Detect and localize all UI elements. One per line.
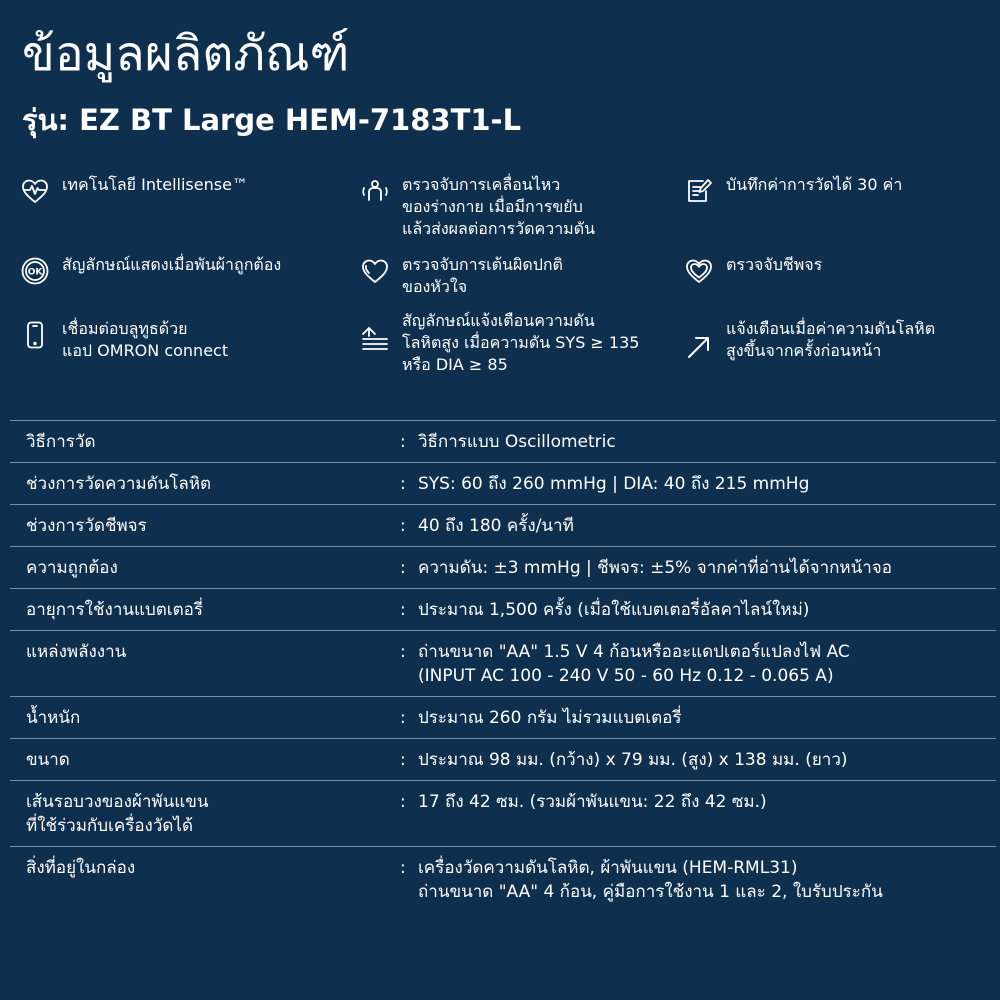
spec-row-cuff-size — [10, 780, 996, 846]
spec-row-box-contents — [10, 846, 996, 912]
page-title: ข้อมูลผลิตภัณฑ์ — [22, 26, 350, 82]
model-subtitle: รุ่น: EZ BT Large HEM-7183T1-L — [22, 103, 522, 137]
irregular-heartbeat-icon — [358, 254, 392, 288]
spec-colon: : — [400, 708, 406, 728]
spec-label: เส้นรอบวงของผ้าพันแขน ที่ใช้ร่วมกับเครื่องวัดได้ — [26, 792, 209, 836]
spec-value: SYS: 60 ถึง 260 mmHg | DIA: 40 ถึง 215 mmHg — [418, 474, 810, 494]
spec-value: เครื่องวัดความดันโลหิต, ผ้าพันแขน (HEM-RML31) ถ่านขนาด "AA" 4 ก้อน, คู่มือการใช้งาน 1 และ 2, ใบรับประกัน — [418, 858, 883, 902]
feature-text: สัญลักษณ์แสดงเมื่อพันผ้าถูกต้อง — [62, 255, 282, 274]
spec-label: น้ำหนัก — [26, 708, 81, 728]
spec-label: อายุการใช้งานแบตเตอรี่ — [26, 600, 203, 620]
feature-text: ตรวจจับชีพจร — [726, 255, 823, 274]
spec-row-dimensions — [10, 738, 996, 780]
feature-irregular-heartbeat — [358, 254, 563, 298]
feature-text: ตรวจจับการเคลื่อนไหว ของร่างกาย เมื่อมีการขยับ แล้วส่งผลต่อการวัดความดัน — [402, 175, 596, 238]
smartphone-icon — [18, 318, 52, 352]
feature-memory — [682, 174, 902, 208]
feature-bluetooth — [18, 318, 228, 362]
spec-value: ประมาณ 1,500 ครั้ง (เมื่อใช้แบตเตอรี่อัลคาไลน์ใหม่) — [418, 600, 810, 620]
feature-grid — [0, 168, 1000, 398]
feature-pulse — [682, 254, 822, 288]
spec-label: แหล่งพลังงาน — [26, 642, 127, 662]
spec-row-method — [10, 420, 996, 462]
spec-colon: : — [400, 516, 406, 536]
memory-record-icon — [682, 174, 716, 208]
feature-high-pressure-alert — [358, 310, 639, 376]
ok-cuff-icon — [18, 254, 52, 288]
spec-value: ประมาณ 98 มม. (กว้าง) x 79 มม. (สูง) x 138 มม. (ยาว) — [418, 750, 848, 770]
feature-body-movement — [358, 174, 595, 240]
heart-pulse-icon — [18, 174, 52, 208]
body-movement-icon — [358, 174, 392, 208]
spec-label: วิธีการวัด — [26, 432, 96, 452]
trend-up-arrow-icon — [682, 330, 716, 364]
spec-value: ความดัน: ±3 mmHg | ชีพจร: ±5% จากค่าที่อ่านได้จากหน้าจอ — [418, 558, 892, 578]
spec-row-pulse-range — [10, 504, 996, 546]
feature-cuff-ok — [18, 254, 281, 288]
spec-value: 40 ถึง 180 ครั้ง/นาที — [418, 516, 574, 536]
feature-text: สัญลักษณ์แจ้งเตือนความดัน โลหิตสูง เมื่อความดัน SYS ≥ 135 หรือ DIA ≥ 85 — [402, 311, 640, 374]
spec-row-battery-life — [10, 588, 996, 630]
feature-text: แจ้งเตือนเมื่อค่าความดันโลหิต สูงขึ้นจากครั้งก่อนหน้า — [726, 319, 936, 360]
spec-label: สิ่งที่อยู่ในกล่อง — [26, 858, 136, 878]
spec-value: ถ่านขนาด "AA" 1.5 V 4 ก้อนหรืออะแดปเตอร์แปลงไฟ AC (INPUT AC 100 - 240 V 50 - 60 Hz 0.12 - 0.065 A) — [418, 642, 850, 686]
spec-value: วิธีการแบบ Oscillometric — [418, 432, 616, 452]
spec-label: ความถูกต้อง — [26, 558, 118, 578]
spec-row-accuracy — [10, 546, 996, 588]
high-pressure-alert-icon — [358, 324, 392, 358]
feature-text: เชื่อมต่อบลูทูธด้วย แอป OMRON connect — [62, 319, 229, 360]
spec-label: ขนาด — [26, 750, 70, 770]
spec-colon: : — [400, 474, 406, 494]
spec-value: ประมาณ 260 กรัม ไม่รวมแบตเตอรี่ — [418, 708, 682, 728]
feature-intellisense — [18, 174, 248, 208]
feature-trend-alert — [682, 318, 935, 364]
spec-colon: : — [400, 432, 406, 452]
spec-colon: : — [400, 600, 406, 620]
spec-row-bp-range — [10, 462, 996, 504]
spec-value: 17 ถึง 42 ซม. (รวมผ้าพันแขน: 22 ถึง 42 ซม.) — [418, 792, 767, 812]
pulse-heart-icon — [682, 254, 716, 288]
spec-colon: : — [400, 750, 406, 770]
spec-colon: : — [400, 558, 406, 578]
spec-table — [10, 420, 996, 912]
spec-colon: : — [400, 858, 406, 878]
spec-label: ช่วงการวัดชีพจร — [26, 516, 147, 536]
feature-text: บันทึกค่าการวัดได้ 30 ค่า — [726, 175, 903, 194]
spec-colon: : — [400, 792, 406, 812]
spec-row-power-source — [10, 630, 996, 696]
spec-colon: : — [400, 642, 406, 662]
feature-text: เทคโนโลยี Intellisense™ — [62, 175, 248, 194]
svg-text:OK: OK — [27, 267, 43, 278]
spec-row-weight — [10, 696, 996, 738]
spec-label: ช่วงการวัดความดันโลหิต — [26, 474, 212, 494]
feature-text: ตรวจจับการเต้นผิดปกติ ของหัวใจ — [402, 255, 563, 296]
